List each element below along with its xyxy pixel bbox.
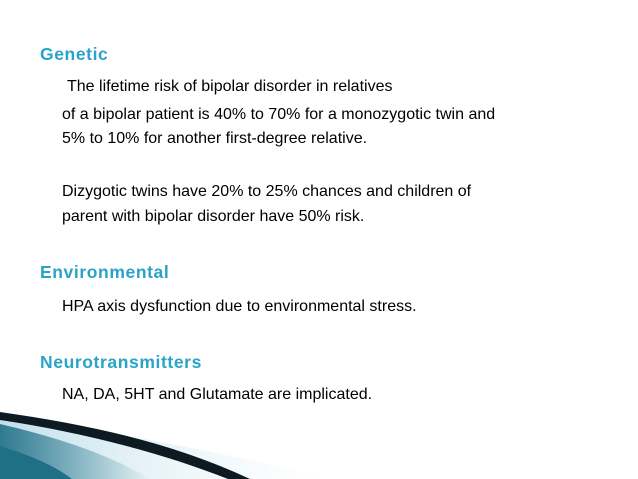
heading-environmental: Environmental [40,262,170,282]
genetic-text-line-5: parent with bipolar disorder have 50% risk. [62,208,365,225]
genetic-text-line-4: Dizygotic twins have 20% to 25% chances and children of [62,183,472,200]
heading-neurotransmitters: Neurotransmitters [40,352,202,372]
heading-genetic: Genetic [40,44,109,64]
genetic-text-line-3: 5% to 10% for another first-degree relative. [62,130,368,147]
genetic-text-line-2: of a bipolar patient is 40% to 70% for a monozygotic twin and [62,106,496,123]
environmental-text-line-1: HPA axis dysfunction due to environmental stress. [62,298,417,315]
genetic-text-line-1: The lifetime risk of bipolar disorder in relatives [67,78,393,95]
neurotransmitters-text-line-1: NA, DA, 5HT and Glutamate are implicated. [62,386,373,403]
